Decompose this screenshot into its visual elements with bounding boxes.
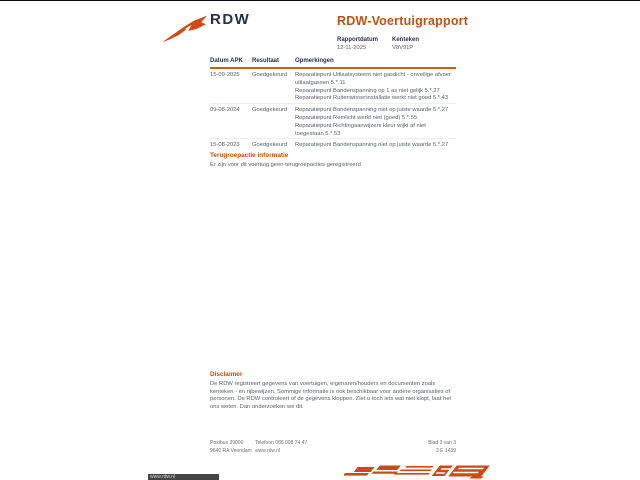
apk-result-cell: Goedgekeurd	[252, 72, 288, 78]
footer-page-info	[428, 439, 456, 455]
table-row	[210, 69, 456, 103]
disclaimer-text: De RDW registreert gegevens van voertuigen, eigenaren/houders en documenten zoals kenteken - en rijbewijzen. Sommige informatie is ook beschikbaar voor andere organisaties of personen. De RDW controleert of de gegevens kloppen. Ziet u toch iets wat niet klopt, laat het ons weten. Dan onderzoeken we dit.	[210, 381, 452, 410]
license-plate-value: V8V91P	[392, 45, 414, 51]
footer-contact	[255, 439, 428, 455]
table-header-row	[210, 58, 456, 64]
report-date-value: 12-11-2025	[337, 45, 367, 51]
remark-line: Reparatiepunt Ruitenwisserinstallatie werkt niet goed 5.*.43	[295, 95, 449, 102]
recall-text: Er zijn voor dit voertuig geen terugroepacties geregistreerd	[210, 162, 361, 168]
footer-website-link[interactable]: www.rdw.nl	[255, 448, 281, 454]
recall-section	[210, 152, 456, 170]
apk-history-table	[210, 58, 456, 150]
footer-address	[210, 439, 255, 455]
remark-line: Reparatiepunt Remlicht werkt niet (goed) 5.*.55	[295, 114, 418, 121]
rdw-logo-text: RDW	[210, 11, 251, 28]
column-header-datum-apk: Datum APK	[210, 58, 243, 64]
license-plate-block	[392, 37, 419, 51]
table-row	[210, 138, 456, 150]
rdw-logo-flag-icon	[162, 13, 208, 44]
remark-line: Reparatiepunt Bandenspanning niet op juiste waarde 5.*.27	[295, 107, 449, 114]
rdw-flag-stripe-graphic	[344, 464, 491, 479]
recall-heading: Terugroepactie informatie	[210, 152, 289, 159]
apk-remarks-cell	[295, 72, 456, 103]
column-header-resultaat: Resultaat	[252, 58, 280, 64]
status-bar-text: www.rdw.nl	[150, 474, 176, 480]
footer-page-indicator: Blad 3 van 3	[428, 440, 456, 446]
apk-date-cell: 09-08-2024	[210, 107, 240, 114]
table-row	[210, 103, 456, 138]
apk-date-cell: 15-08-2023	[210, 142, 240, 149]
remark-line: Reparatiepunt Bandenspanning niet op juiste waarde 5.*.27	[295, 142, 449, 149]
apk-remarks-cell	[295, 142, 456, 150]
license-plate-label: Kenteken	[392, 37, 420, 43]
apk-date-cell: 15-09-2025	[210, 72, 240, 78]
apk-result-cell: Goedgekeurd	[252, 142, 288, 149]
footer-doc-code: 3 E 1439	[435, 448, 456, 454]
disclaimer-heading: Disclaimer	[210, 371, 243, 378]
browser-status-bar	[148, 474, 219, 480]
remark-line: Reparatiepunt Uitlaatsysteem niet gasdicht - onveilige afvoer uitlaatgassen 5.*.11	[295, 72, 451, 86]
apk-remarks-cell	[295, 107, 456, 138]
column-header-opmerkingen: Opmerkingen	[295, 58, 334, 64]
footer-city: 9640 RA Veendam	[210, 448, 252, 454]
remark-line: Reparatiepunt Bandenspanning op 1 as niet gelijk 5.*.27	[295, 87, 440, 94]
page-title: RDW-Voertuigrapport	[337, 14, 469, 28]
footer-postbus: Postbus 39000	[210, 440, 244, 446]
apk-result-cell: Goedgekeurd	[252, 107, 288, 114]
footer-phone: Telefoon 088 008 74 47	[255, 440, 308, 446]
report-date-block	[337, 37, 378, 51]
report-date-label: Rapportdatum	[337, 37, 378, 43]
document-footer	[210, 439, 456, 455]
disclaimer-section	[210, 371, 456, 411]
remark-line: Reparatiepunt Richtingaanwijzers kleur wijkt af niet toegestaan 5.*.53	[295, 122, 426, 137]
